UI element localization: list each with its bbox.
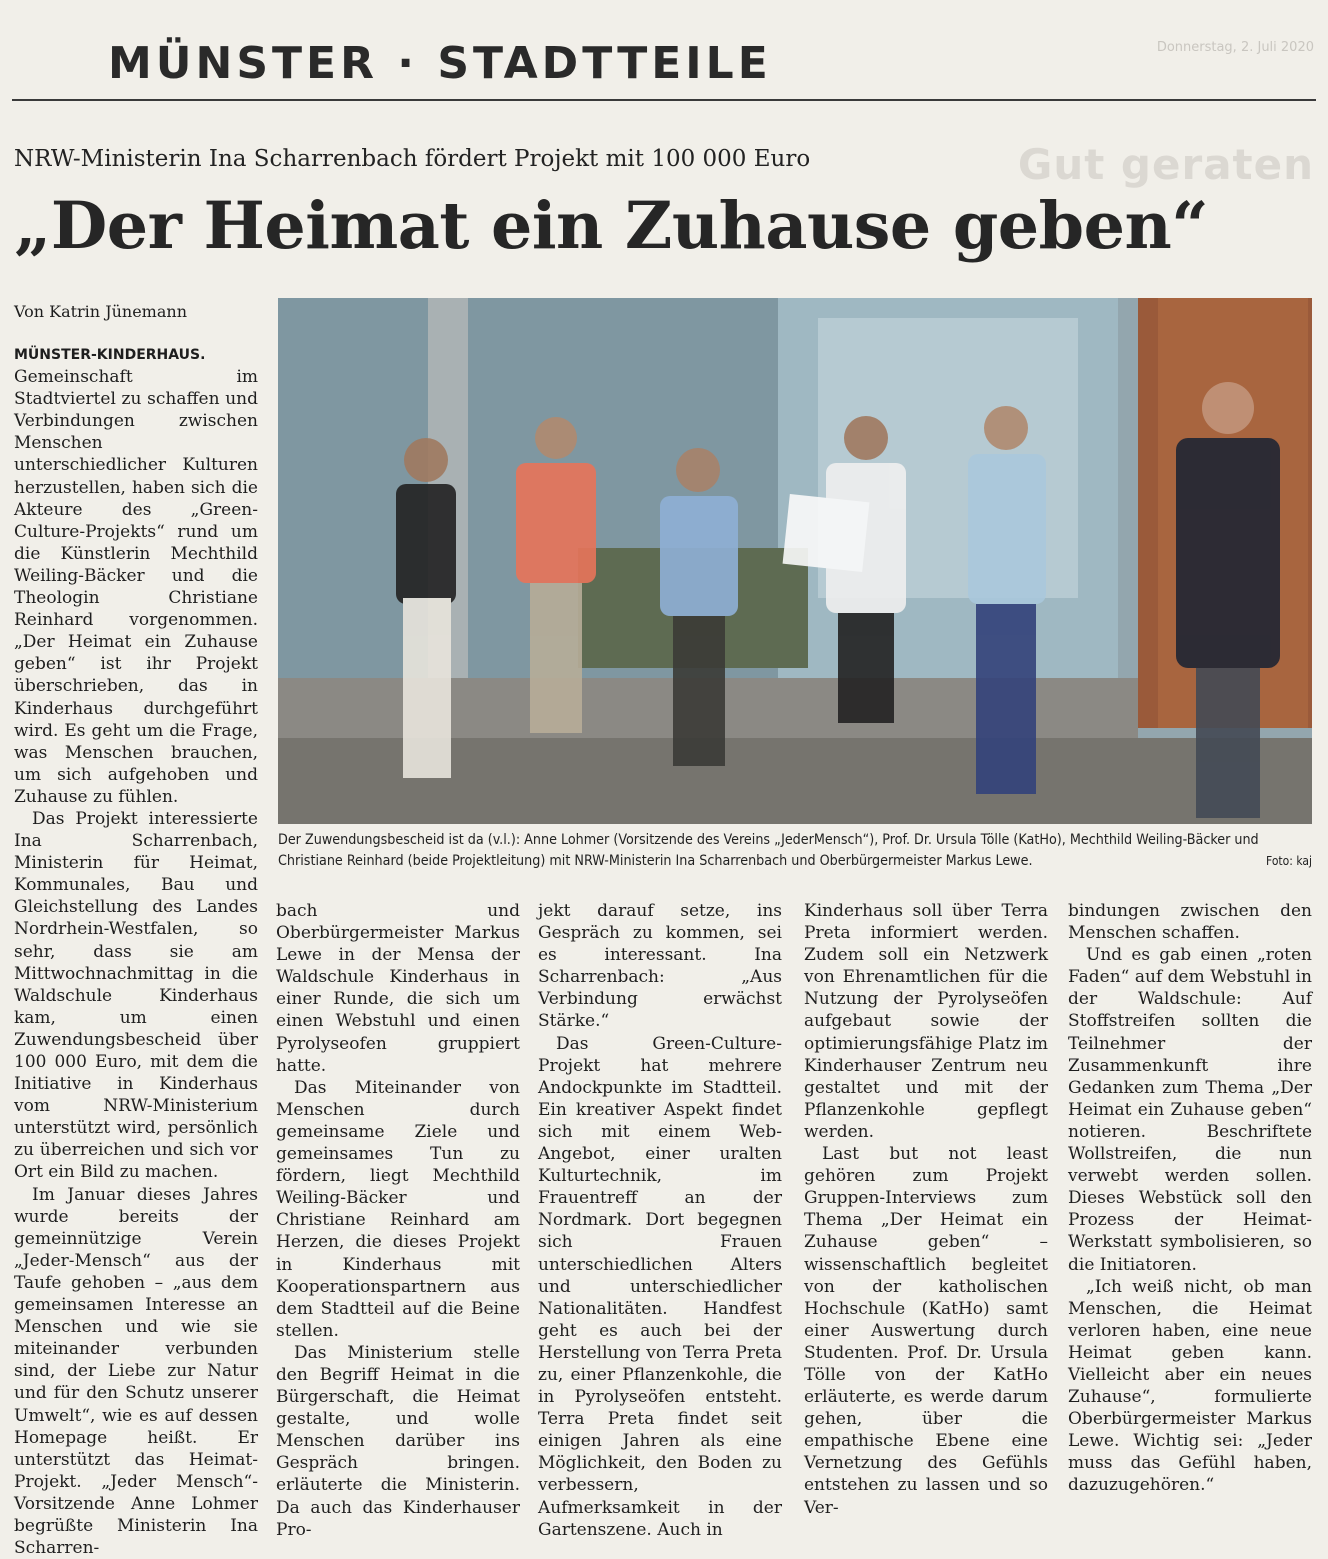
paragraph: Das Ministerium stelle den Begriff Heimat in die Bürgerschaft, die Heimat gestalte, und wolle Menschen darüber ins Gespräch bringen. erläuterte die Ministerin. Da auch das Kinderhauser Pro- [276,1342,520,1540]
article-byline: Von Katrin Jünemann [14,302,187,321]
bleed-through-headline: Gut geraten [1017,140,1314,189]
text-column-1 [14,343,258,1559]
dateline: MÜNSTER-KINDERHAUS. [14,347,206,363]
paragraph: Kinderhaus soll über Terra Preta informiert werden. Zudem soll ein Netzwerk von Ehrenamtlichen für die Nutzung der Pyrolyseöfen aufgebaut sowie der optimierungsfähige Platz im Kinderhauser Zentrum neu gestaltet und mit der Pflanzenkohle gepflegt werden. [804,901,1048,1142]
paragraph: Das Projekt interessierte Ina Scharrenbach, Ministerin für Heimat, Kommunales, Bau und Gleichstellung des Landes Nordrhein-Westfalen, so sehr, dass sie am Mittwochnachmittag in die Waldschule Kinderhaus kam, um einen Zuwendungsbescheid über 100 000 Euro, mit dem die Initiative in Kinderhaus vom NRW-Ministerium unterstützt wird, persönlich zu überreichen und sich vor Ort ein Bild zu machen. [14,808,258,1183]
text-column-5 [1068,900,1312,1497]
paragraph: bach und Oberbürgermeister Markus Lewe in der Mensa der Waldschule Kinderhaus in einer Runde, die sich um einen Webstuhl und einen Pyrolyseofen gruppiert hatte. [276,901,520,1076]
section-title: MÜNSTER · STADTTEILE [108,38,772,89]
caption-text: Der Zuwendungsbescheid ist da (v.l.): Anne Lohmer (Vorsitzende des Vereins „JederMensch“), Prof. Dr. Ursula Tölle (KatHo), Mechthild Weiling-Bäcker und Christiane Reinhard (beide Projektleitung) mit NRW-Ministerin Ina Scharrenbach und Oberbürgermeister Markus Lewe. [278,832,1259,869]
paragraph: jekt darauf setze, ins Gespräch zu kommen, sei es interessant. Ina Scharrenbach: „Aus Verbindung erwächst Stärke.“ [538,901,782,1032]
paragraph: Last but not least gehören zum Projekt Gruppen-Interviews zum Thema „Der Heimat ein Zuhause geben“ – wissenschaftlich begleitet von der katholischen Hochschule (KatHo) samt einer Auswertung durch Studenten. Prof. Dr. Ursula Tölle von der KatHo erläuterte, es werde darum gehen, über die empathische Ebene eine Vernetzung des Gefühls entstehen zu lassen und so Ver- [804,1144,1048,1518]
article-photo [278,298,1312,824]
text-column-3 [538,900,782,1541]
photo-caption [278,830,1312,872]
group-photo-illustration [278,298,1312,824]
article-kicker: NRW-Ministerin Ina Scharrenbach fördert Projekt mit 100 000 Euro [14,146,811,172]
lead-paragraph [14,343,258,808]
paragraph: Und es gab einen „roten Faden“ auf dem Webstuhl in der Waldschule: Auf Stoffstreifen sollten die Teilnehmer der Zusammenkunft ihre Gedanken zum Thema „Der Heimat ein Zuhause geben“ notieren. Beschriftete Wollstreifen, die nun verwebt werden sollen. Dieses Webstück soll den Prozess der Heimat-Werkstatt symbolisieren, so die Initiatoren. [1068,945,1312,1275]
header-rule [12,99,1316,101]
paragraph: Das Miteinander von Menschen durch gemeinsame Ziele und gemeinsames Tun zu fördern, liegt Mechthild Weiling-Bäcker und Christiane Reinhard am Herzen, die dieses Projekt in Kinderhaus mit Kooperationspartnern aus dem Stadtteil auf die Beine stellen. [276,1077,520,1341]
text-column-2 [276,900,520,1541]
paragraph: Das Green-Culture-Projekt hat mehrere Andockpunkte im Stadtteil. Ein kreativer Aspekt findet sich mit einem Web-Angebot, einer uralten Kulturtechnik, im Frauentreff an der Nordmark. Dort begegnen sich Frauen unterschiedlichen Alters und unterschiedlicher Nationalitäten. Handfest geht es auch bei der Herstellung von Terra Preta zu, einer Pflanzenkohle, die in Pyrolyseöfen entsteht. Terra Preta findet seit einigen Jahren als eine Möglichkeit, den Boden zu verbessern, Aufmerksamkeit in der Gartenszene. Auch in [538,1033,782,1540]
bleed-through-date: Donnerstag, 2. Juli 2020 [1156,40,1314,55]
text-column-4 [804,900,1048,1519]
paragraph: „Ich weiß nicht, ob man Menschen, die Heimat verloren haben, eine neue Heimat geben kann. Vielleicht aber ein neues Zuhause“, formulierte Oberbürgermeister Markus Lewe. Wichtig sei: „Jeder muss das Gefühl haben, dazuzugehören.“ [1068,1276,1312,1496]
article-headline: „Der Heimat ein Zuhause geben“ [14,188,1209,264]
paragraph: Im Januar dieses Jahres wurde bereits der gemeinnützige Verein „Jeder-Mensch“ aus der Taufe gehoben – „aus dem gemeinsamen Interesse an Menschen und wie sie miteinander verbunden sind, der Liebe zur Natur und für den Schutz unserer Umwelt“, wie es auf dessen Homepage heißt. Er unterstützt das Heimat-Projekt. „Jeder Mensch“-Vorsitzende Anne Lohmer begrüßte Ministerin Ina Scharren- [14,1184,258,1559]
paragraph: bindungen zwischen den Menschen schaffen. [1068,901,1312,944]
photo-credit: Foto: kaj [1266,854,1312,868]
paragraph-text: Gemeinschaft im Stadtviertel zu schaffen und Verbindungen zwischen Menschen unterschiedlicher Kulturen herzustellen, haben sich die Akteure des „Green-Culture-Projekts“ rund um die Künstlerin Mechthild Weiling-Bäcker und die Theologin Christiane Reinhard vorgenommen. „Der Heimat ein Zuhause geben“ ist ihr Projekt überschrieben, das in Kinderhaus durchgeführt wird. Es geht um die Frage, was Menschen brauchen, um sich aufgehoben und Zuhause zu fühlen. [14,367,258,807]
